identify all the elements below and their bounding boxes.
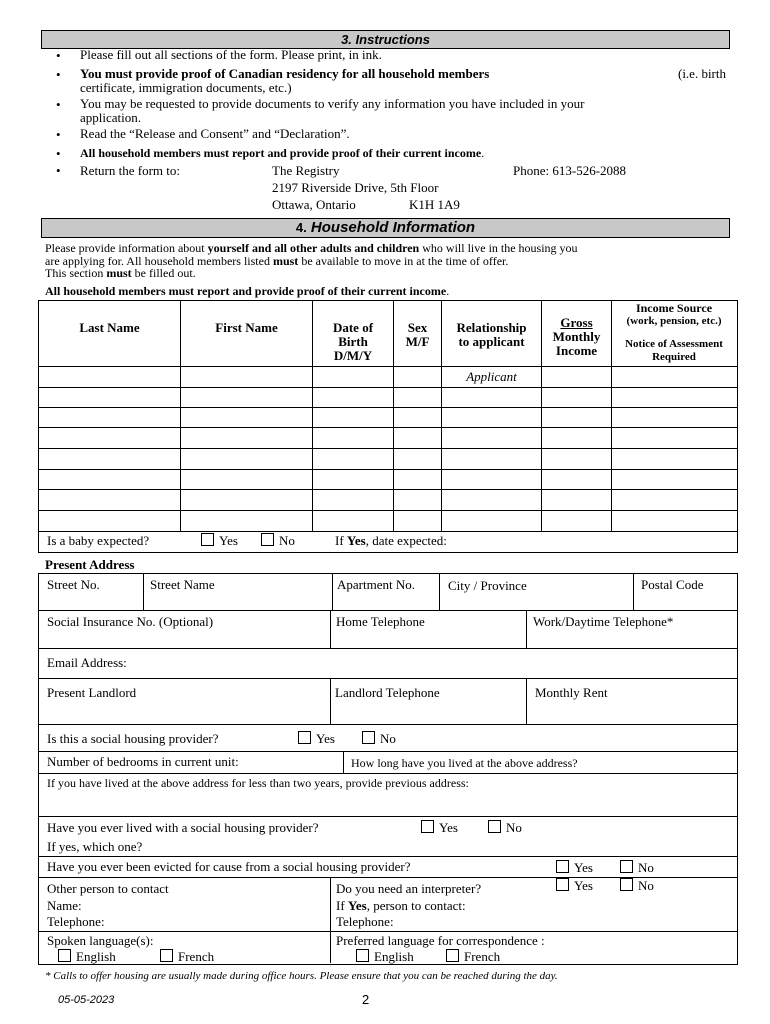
present-landlord-label: Present Landlord (47, 685, 137, 700)
baby-date-label: If Yes, date expected: (335, 533, 447, 548)
social-provider-no[interactable]: No (362, 731, 396, 747)
which-one-label: If yes, which one? (47, 839, 143, 854)
col-income-source: Income Source (work, pension, etc.) Notice of Assessment Required (625, 301, 723, 363)
instruction-2 (80, 67, 726, 95)
evicted-yes[interactable]: Yes (556, 860, 593, 876)
col-last-name: Last Name (79, 320, 140, 335)
how-long-label: How long have you lived at the above address? (351, 756, 578, 770)
instruction-5: All household members must report and provide proof of their current income. (80, 146, 485, 160)
interpreter-telephone-label: Telephone: (336, 914, 394, 929)
city-province-label: City / Province (448, 578, 527, 593)
home-telephone-label: Home Telephone (336, 614, 425, 629)
footer-note: * Calls to offer housing are usually made during office hours. Please ensure that you can be reached during the day. (45, 970, 558, 982)
return-label: Return the form to: (80, 163, 181, 178)
instruction-2-bold: You must provide proof of Canadian residency for all household members (80, 66, 490, 81)
spoken-english[interactable]: English (58, 949, 116, 965)
spoken-language-label: Spoken language(s): (47, 933, 154, 948)
bullet-icon: • (56, 146, 61, 161)
return-city: Ottawa, Ontario (272, 197, 356, 212)
monthly-rent-label: Monthly Rent (535, 685, 608, 700)
social-provider-yes[interactable]: Yes (298, 731, 335, 747)
baby-yes-checkbox[interactable] (201, 533, 214, 546)
baby-question: Is a baby expected? (47, 533, 150, 548)
applicant-label: Applicant (466, 369, 517, 384)
street-name-label: Street Name (150, 577, 215, 592)
lived-social-question: Have you ever lived with a social housing provider? (47, 820, 319, 835)
interpreter-yes[interactable]: Yes (556, 878, 593, 894)
instruction-2-line2: certificate, immigration documents, etc.) (80, 80, 292, 95)
col-relationship: Relationship to applicant (456, 320, 527, 349)
instruction-3 (80, 97, 726, 125)
instruction-2-tail: (i.e. birth (677, 66, 726, 81)
evicted-question: Have you ever been evicted for cause from a social housing provider? (47, 859, 411, 874)
household-income-note: All household members must report and provide proof of their current income. (45, 284, 450, 298)
registry-phone: Phone: 613-526-2088 (513, 163, 627, 178)
instruction-3-line1: You may be requested to provide documents to verify any information you have included in your (80, 96, 585, 111)
evicted-no[interactable]: No (620, 860, 654, 876)
landlord-telephone-label: Landlord Telephone (335, 685, 440, 700)
other-contact-block (47, 881, 169, 931)
postal-code-label: Postal Code (641, 577, 704, 592)
col-gross-income: Gross Monthly Income (552, 315, 601, 358)
bullet-icon: • (56, 163, 61, 178)
bullet-icon: • (56, 127, 61, 142)
evicted-no-checkbox[interactable] (620, 860, 633, 873)
bullet-icon: • (56, 48, 61, 63)
preferred-english[interactable]: English (356, 949, 414, 965)
footer-date: 05-05-2023 (58, 994, 115, 1006)
instruction-3-line2: application. (80, 110, 142, 125)
other-contact-label: Other person to contact (47, 881, 169, 896)
evicted-yes-checkbox[interactable] (556, 860, 569, 873)
preferred-language-label: Preferred language for correspondence : (336, 933, 545, 948)
social-provider-no-checkbox[interactable] (362, 731, 375, 744)
previous-address-label: If you have lived at the above address for less than two years, provide previous address: (47, 776, 469, 790)
spoken-french[interactable]: French (160, 949, 214, 965)
bedrooms-label: Number of bedrooms in current unit: (47, 754, 239, 769)
instructions-header-title: Instructions (355, 32, 430, 47)
street-no-label: Street No. (47, 577, 100, 592)
return-street: 2197 Riverside Drive, 5th Floor (272, 180, 439, 195)
interpreter-no-checkbox[interactable] (620, 878, 633, 891)
present-address-title: Present Address (45, 557, 135, 572)
col-first-name: First Name (215, 320, 278, 335)
baby-no-checkbox[interactable] (261, 533, 274, 546)
interpreter-contact-label: If Yes, person to contact: (336, 897, 466, 913)
social-provider-yes-checkbox[interactable] (298, 731, 311, 744)
household-header (41, 218, 730, 238)
instructions-header-num: 3. (341, 32, 352, 47)
spoken-english-checkbox[interactable] (58, 949, 71, 962)
social-provider-question: Is this a social housing provider? (47, 731, 219, 746)
spoken-french-checkbox[interactable] (160, 949, 173, 962)
instruction-1: Please fill out all sections of the form. Please print, in ink. (80, 47, 382, 62)
col-dob: Date of Birth D/M/Y (332, 320, 374, 363)
contact-telephone-label: Telephone: (47, 914, 105, 929)
household-intro: Please provide information about yourself and all other adults and children who will live in the housing you are applying for. All household members listed must be available to move in at the time of offer. This section must be filled out. (45, 241, 578, 280)
interpreter-question: Do you need an interpreter? (336, 881, 482, 896)
return-postal: K1H 1A9 (409, 197, 460, 212)
lived-social-yes-checkbox[interactable] (421, 820, 434, 833)
preferred-french-checkbox[interactable] (446, 949, 459, 962)
interpreter-block (336, 881, 481, 931)
household-header-title: Household Information (310, 219, 476, 236)
email-label: Email Address: (47, 655, 127, 670)
instruction-4: Read the “Release and Consent” and “Declaration”. (80, 126, 350, 141)
preferred-english-checkbox[interactable] (356, 949, 369, 962)
bullet-icon: • (56, 67, 61, 82)
preferred-french[interactable]: French (446, 949, 500, 965)
return-org: The Registry (272, 163, 340, 178)
interpreter-yes-checkbox[interactable] (556, 878, 569, 891)
lived-social-no[interactable]: No (488, 820, 522, 836)
apartment-no-label: Apartment No. (337, 577, 415, 592)
col-sex: Sex M/F (405, 320, 430, 349)
lived-social-no-checkbox[interactable] (488, 820, 501, 833)
baby-no-option[interactable]: No (261, 533, 295, 549)
household-header-num: 4. (295, 220, 307, 235)
baby-yes-option[interactable]: Yes (201, 533, 238, 549)
sin-label: Social Insurance No. (Optional) (47, 614, 214, 629)
page-number: 2 (362, 992, 370, 1007)
interpreter-no[interactable]: No (620, 878, 654, 894)
bullet-icon: • (56, 97, 61, 112)
work-telephone-label: Work/Daytime Telephone* (533, 614, 674, 629)
lived-social-yes[interactable]: Yes (421, 820, 458, 836)
contact-name-label: Name: (47, 897, 82, 913)
